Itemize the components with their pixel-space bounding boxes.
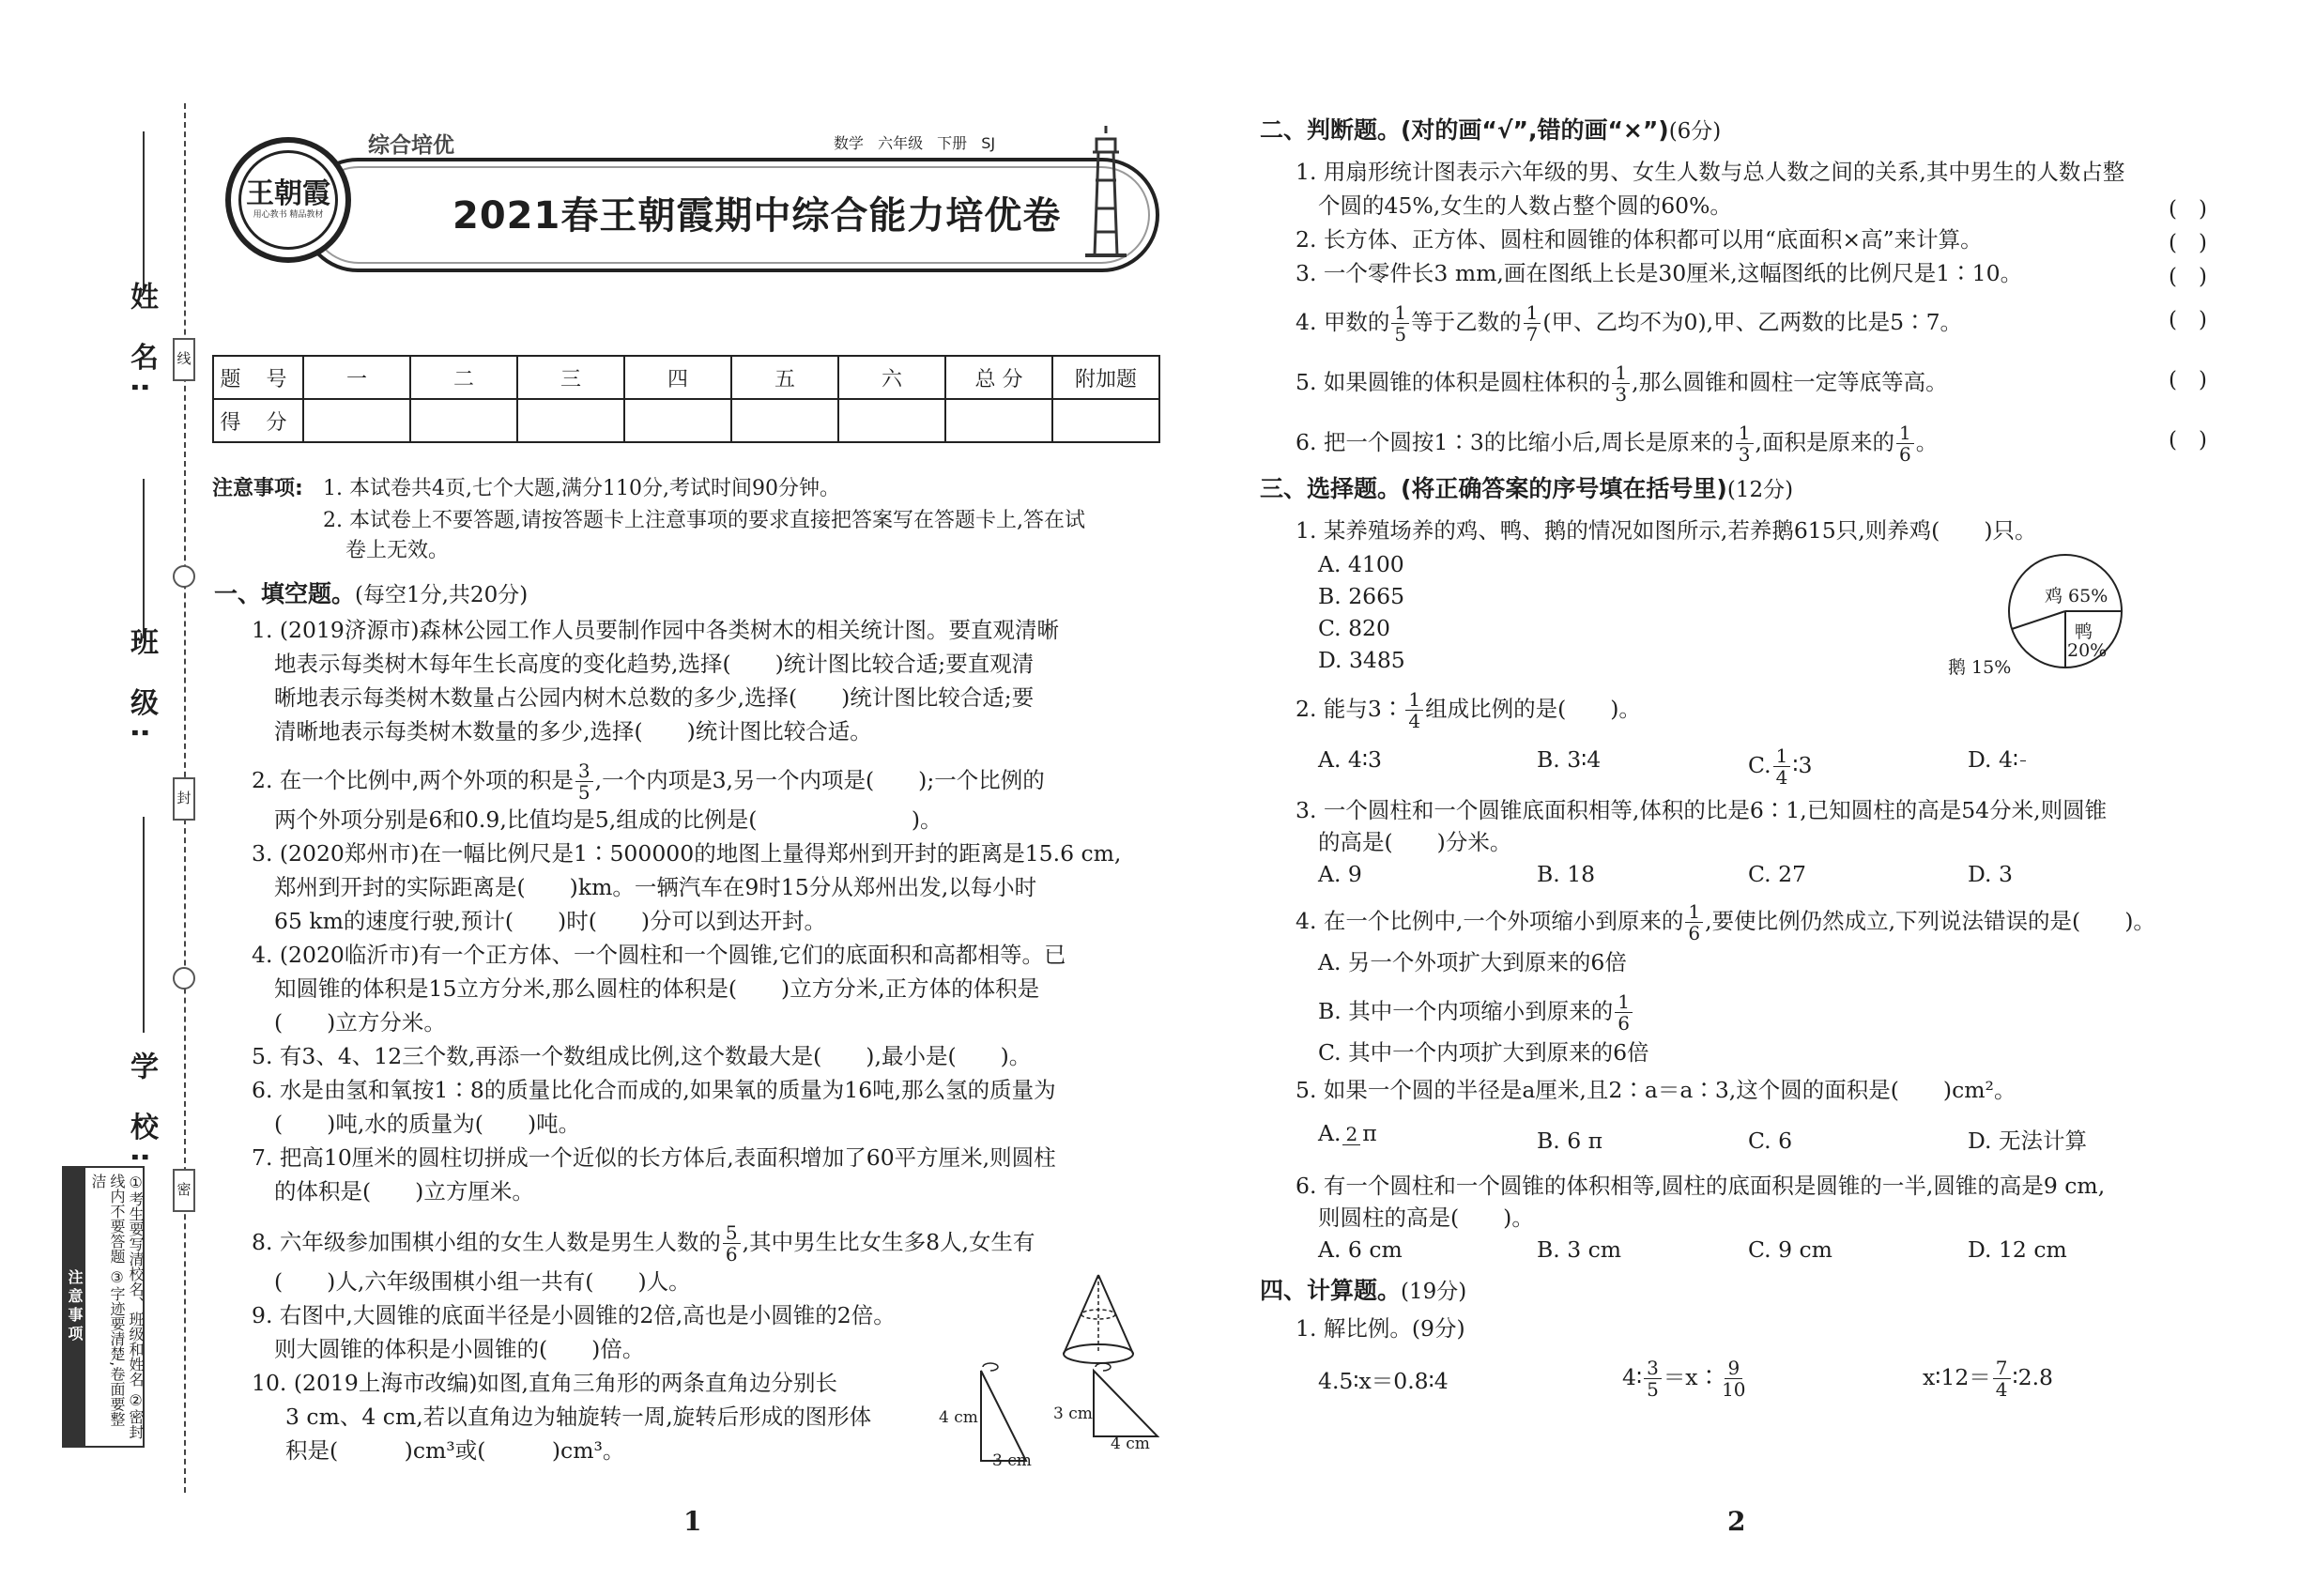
fraction [1993, 1358, 2011, 1400]
triangle-2-height-label: 3 cm [1053, 1404, 1093, 1423]
score-table-score-row [213, 399, 1159, 442]
q4-line-3: ( )立方分米。 [274, 1009, 446, 1036]
numerator: 3 [575, 760, 593, 782]
q3-line-3: 65 km的速度行驶,预计( )时( )分可以到达开封。 [274, 908, 827, 934]
numerator: 3 [1644, 1358, 1662, 1379]
q3-line-2: 郑州到开封的实际距离是( )km。一辆汽车在9时15分从郑州出发,以每小时 [274, 874, 1037, 900]
text: 8. 六年级参加围棋小组的女生人数是男生人数的 [252, 1229, 721, 1255]
pie-label-duck: 鸭 [2075, 622, 2093, 642]
mc-q5-option-c[interactable]: C. 6 [1748, 1128, 1793, 1154]
mc-q2-option-c[interactable] [1748, 745, 1812, 788]
q1-line-4: 清晰地表示每类树木数量的多少,选择( )统计图比较合适。 [274, 718, 872, 744]
q1-line-3: 晰地表示每类树木数量占公园内树木总数的多少,选择( )统计图比较合适;要 [274, 684, 1035, 711]
tf-q6 [1296, 422, 1938, 465]
numerator: 1 [1524, 302, 1541, 324]
section-4-title [1260, 1277, 1466, 1306]
q2-line-1 [252, 760, 1045, 803]
triangle-1-base-label: 3 cm [992, 1451, 1032, 1470]
text: (甲、乙均不为0),甲、乙两数的比是5∶7。 [1542, 309, 1963, 335]
fraction [1896, 422, 1914, 465]
tf-q1-line-1: 1. 用扇形统计图表示六年级的男、女生人数与总人数之间的关系,其中男生的人数占整 [1296, 159, 2125, 185]
mc-q3-option-c[interactable]: C. 27 [1748, 861, 1806, 887]
nested-cones-figure [1056, 1267, 1141, 1371]
lighthouse-icon [1078, 124, 1134, 265]
mc-q5: 5. 如果一个圆的半径是a厘米,且2∶a＝a∶3,这个圆的面积是( )cm²。 [1296, 1077, 2016, 1103]
seal-mark-2: 封 [173, 777, 195, 821]
mc-q5-option-a[interactable] [1318, 1119, 1377, 1147]
table-cell: 一 [303, 356, 410, 399]
denominator: 3 [1615, 383, 1628, 406]
numerator [2020, 760, 2026, 761]
notes-label: 注意事项: [212, 477, 303, 500]
triangle-2-base-label: 4 cm [1111, 1435, 1150, 1453]
answer-paren-5[interactable]: ( ) [2169, 368, 2207, 392]
fraction [1644, 1358, 1662, 1400]
score-cell[interactable] [731, 399, 838, 442]
mc-q3-option-b[interactable]: B. 18 [1537, 861, 1596, 887]
mc-q6-option-b[interactable]: B. 3 cm [1537, 1236, 1622, 1263]
section-2-points: (6分) [1668, 119, 1722, 144]
score-cell[interactable] [945, 399, 1052, 442]
school-label: 学 校: [125, 1051, 158, 1174]
q6-line-2: ( )吨,水的质量为( )吨。 [274, 1111, 581, 1137]
denominator: 6 [1898, 443, 1911, 466]
q9-line-1: 9. 右图中,大圆锥的底面半径是小圆锥的2倍,高也是小圆锥的2倍。 [252, 1302, 896, 1328]
denominator: 4 [1995, 1378, 2008, 1401]
text: 4. 在一个比例中,一个外项缩小到原来的 [1296, 908, 1684, 934]
q1-line-1: 1. (2019济源市)森林公园工作人员要制作园中各类树木的相关统计图。要直观清晰 [252, 617, 1060, 643]
numerator: 7 [1993, 1358, 2011, 1379]
brand-slogan: 用心教书 精品教材 [253, 210, 324, 220]
mc-q5-option-d[interactable]: D. 无法计算 [1968, 1128, 2087, 1154]
q5-line: 5. 有3、4、12三个数,再添一个数组成比例,这个数最大是( ),最小是( )。 [252, 1043, 1032, 1069]
q1-line-2: 地表示每类树木每年生长高度的变化趋势,选择( )统计图比较合适;要直观清 [274, 651, 1035, 677]
mc-q1-option-c[interactable]: C. 820 [1318, 615, 1390, 641]
score-table [212, 355, 1160, 443]
fraction [1391, 302, 1409, 345]
text: 2. 能与3∶ [1296, 696, 1404, 722]
mc-q6-option-d[interactable]: D. 12 cm [1968, 1236, 2067, 1263]
note-2: 2. 本试卷上不要答题,请按答题卡上注意事项的要求直接把答案写在答题卡上,答在试 [323, 509, 1085, 532]
school-underline [143, 817, 145, 1033]
fraction [1524, 302, 1541, 345]
numerator: 1 [1736, 422, 1754, 444]
text: 4∶ [1622, 1364, 1643, 1390]
seal-ring-1 [173, 565, 195, 588]
text: π [1362, 1120, 1377, 1146]
section-3-points: (12分) [1726, 478, 1794, 502]
brand-logo [225, 137, 351, 263]
table-cell: 得 分 [213, 399, 303, 442]
equation-3 [1923, 1358, 2053, 1400]
text: ,面积是原来的 [1755, 429, 1894, 455]
table-cell: 四 [624, 356, 731, 399]
denominator: 10 [1722, 1378, 1746, 1401]
denominator: 5 [1394, 323, 1407, 345]
answer-paren-1[interactable]: ( ) [2169, 197, 2207, 222]
text: 组成比例的是( )。 [1425, 696, 1641, 722]
mc-q2-option-d[interactable] [1968, 745, 2028, 774]
denominator: 6 [1618, 1012, 1630, 1035]
pie-label-duck-pct: 20% [2067, 640, 2108, 661]
note-2-cont: 卷上无效。 [345, 539, 450, 562]
book-meta: 数学 六年级 下册 SJ [834, 134, 996, 152]
section-4-points: (19分) [1401, 1280, 1467, 1304]
text: ∶3 [1792, 752, 1813, 778]
equation-1: 4.5∶x＝0.8∶4 [1318, 1368, 1449, 1394]
q9-line-2: 则大圆锥的体积是小圆锥的( )倍。 [274, 1336, 645, 1362]
text: ,要使比例仍然成立,下列说法错误的是( )。 [1705, 908, 2155, 934]
brand-name: 王朝霞 [246, 177, 330, 210]
fraction [1685, 901, 1703, 944]
answer-paren-4[interactable]: ( ) [2169, 308, 2207, 332]
fraction [1722, 1358, 1745, 1400]
mc-q4-option-a[interactable]: A. 另一个外项扩大到原来的6倍 [1318, 949, 1627, 975]
fraction [1612, 362, 1630, 405]
mc-q4-option-b[interactable] [1318, 991, 1634, 1034]
pie-label-goose: 鹅 15% [1948, 657, 2012, 678]
text: ,一个内项是3,另一个内项是( );一个比例的 [594, 767, 1045, 793]
q10-line-3: 积是( )cm³或( )cm³。 [285, 1437, 625, 1464]
text: 2. 在一个比例中,两个外项的积是 [252, 767, 574, 793]
numerator: 1 [1612, 362, 1630, 384]
mc-q4-option-c[interactable]: C. 其中一个内项扩大到原来的6倍 [1318, 1039, 1649, 1066]
q4-line-1: 4. (2020临沂市)有一个正方体、一个圆柱和一个圆锥,它们的底面积和高都相等。已 [252, 942, 1066, 968]
fraction [1405, 689, 1423, 731]
mc-q2-option-b[interactable]: B. 3∶4 [1537, 746, 1602, 773]
table-cell: 六 [838, 356, 945, 399]
page-number-2: 2 [1727, 1506, 1746, 1537]
text: ＝x∶ [1663, 1364, 1721, 1390]
q7-line-2: 的体积是( )立方厘米。 [274, 1178, 534, 1205]
q2-line-2: 两个外项分别是6和0.9,比值均是5,组成的比例是( )。 [274, 806, 943, 833]
tf-q5 [1296, 362, 1948, 405]
score-cell[interactable] [517, 399, 624, 442]
pie-label-chicken: 鸡 65% [2045, 586, 2108, 606]
q8-line-2: ( )人,六年级围棋小组一共有( )人。 [274, 1268, 691, 1295]
fraction [1615, 991, 1633, 1034]
tf-q1-line-2: 个圆的45%,女生的人数占整个圆的60%。 [1318, 192, 1732, 219]
score-cell[interactable] [303, 399, 410, 442]
mc-q6-option-c[interactable]: C. 9 cm [1748, 1236, 1832, 1263]
section-3-title [1260, 475, 1793, 504]
numerator: 1 [1773, 745, 1791, 767]
tf-q3: 3. 一个零件长3 mm,画在图纸上长是30厘米,这幅图纸的比例尺是1∶10。 [1296, 260, 2023, 286]
fraction [1342, 1124, 1360, 1145]
q7-line-1: 7. 把高10厘米的圆柱切拼成一个近似的长方体后,表面积增加了60平方厘米,则圆柱 [252, 1144, 1056, 1171]
mc-q1-option-b[interactable]: B. 2665 [1318, 583, 1405, 609]
mc-q1-option-d[interactable]: D. 3485 [1318, 647, 1405, 673]
table-cell: 三 [517, 356, 624, 399]
q10-line-2: 3 cm、4 cm,若以直角边为轴旋转一周,旋转后形成的图形体 [285, 1404, 872, 1430]
q10-line-1: 10. (2019上海市改编)如图,直角三角形的两条直角边分别长 [252, 1370, 837, 1396]
answer-paren-6[interactable]: ( ) [2169, 428, 2207, 453]
score-cell[interactable] [1052, 399, 1159, 442]
poultry-pie-chart [2004, 550, 2126, 672]
section-4-heading: 四、计算题。 [1260, 1277, 1402, 1304]
text: 等于乙数的 [1411, 309, 1522, 335]
note-1: 1. 本试卷共4页,七个大题,满分110分,考试时间90分钟。 [323, 477, 840, 500]
score-table-header-row [213, 356, 1159, 399]
text: D. 4∶ [1968, 746, 2019, 773]
numerator: 1 [1615, 991, 1633, 1013]
numerator: 1 [1391, 302, 1409, 324]
seal-mark-3: 密 [173, 1169, 195, 1212]
q4-line-2: 知圆锥的体积是15立方分米,那么圆柱的体积是( )立方分米,正方体的体积是 [274, 975, 1040, 1002]
text: ∶2.8 [2012, 1364, 2054, 1390]
notice-box-body: ①考生要写清校名、班级和姓名 ②密封线内不要答题 ③字迹要清楚,卷面要整洁 [89, 1174, 145, 1440]
q3-line-1: 3. (2020郑州市)在一幅比例尺是1∶500000的地图上量得郑州到开封的距离是15.6 cm, [252, 840, 1122, 867]
fraction [723, 1222, 741, 1265]
denominator: 6 [1688, 922, 1701, 944]
table-cell: 题 号 [213, 356, 303, 399]
section-tag: 综合培优 [368, 133, 454, 158]
mc-q6-line-2: 则圆柱的高是( )。 [1318, 1205, 1534, 1231]
numerator: 5 [723, 1222, 741, 1244]
fraction [1736, 422, 1754, 465]
text: 4. 甲数的 [1296, 309, 1390, 335]
section-2-heading: 二、判断题。(对的画“√”,错的画“×”) [1260, 116, 1669, 144]
section-1-heading: 一、填空题。 [214, 580, 356, 607]
mc-q2 [1296, 689, 1641, 731]
denominator: 5 [1647, 1378, 1659, 1401]
name-label: 姓 名: [125, 282, 158, 405]
pie-slice-edge [2012, 611, 2065, 629]
text: A. [1318, 1120, 1342, 1146]
numerator: 2 [1342, 1124, 1360, 1145]
numerator: 1 [1896, 422, 1914, 444]
text: x∶12＝ [1923, 1364, 1991, 1390]
score-cell[interactable] [410, 399, 517, 442]
denominator: 7 [1526, 323, 1539, 345]
section-2-title [1260, 116, 1721, 146]
calc-sub-1: 1. 解比例。(9分) [1296, 1315, 1465, 1342]
equation-2 [1622, 1358, 1748, 1400]
text: C. [1748, 752, 1771, 778]
denominator: 4 [1775, 766, 1788, 789]
text: B. 其中一个内项缩小到原来的 [1318, 998, 1614, 1024]
mc-q2-option-a[interactable]: A. 4∶3 [1318, 746, 1382, 773]
fraction [575, 760, 593, 803]
mc-q6-line-1: 6. 有一个圆柱和一个圆锥的体积相等,圆柱的底面积是圆锥的一半,圆锥的高是9 cm, [1296, 1173, 2106, 1199]
table-cell: 总 分 [945, 356, 1052, 399]
numerator: 9 [1725, 1358, 1742, 1379]
table-cell: 二 [410, 356, 517, 399]
denominator: 4 [1408, 710, 1421, 732]
q6-line-1: 6. 水是由氢和氧按1∶8的质量比化合而成的,如果氧的质量为16吨,那么氢的质量为 [252, 1077, 1056, 1103]
score-cell[interactable] [624, 399, 731, 442]
denominator: 3 [1738, 443, 1751, 466]
numerator: 1 [1685, 901, 1703, 923]
mc-q3-option-d[interactable]: D. 3 [1968, 861, 2013, 887]
mc-q6-option-a[interactable]: A. 6 cm [1318, 1236, 1403, 1263]
fraction [1773, 745, 1791, 788]
page-number-1: 1 [683, 1506, 702, 1537]
section-1-title [214, 580, 528, 609]
table-cell: 五 [731, 356, 838, 399]
mc-q3-option-a[interactable]: A. 9 [1318, 861, 1362, 887]
text: 6. 把一个圆按1∶3的比缩小后,周长是原来的 [1296, 429, 1734, 455]
notice-box [62, 1166, 145, 1448]
numerator: 1 [1405, 689, 1423, 711]
denominator: 5 [577, 781, 590, 804]
text: 5. 如果圆锥的体积是圆柱体积的 [1296, 369, 1611, 395]
tf-q4 [1296, 302, 1962, 345]
table-cell: 附加题 [1052, 356, 1159, 399]
text: 。 [1915, 429, 1939, 455]
class-label: 班 级: [125, 627, 158, 750]
mc-q1-option-a[interactable]: A. 4100 [1318, 551, 1404, 577]
mc-q4 [1296, 901, 2155, 944]
page-2-content [1220, 0, 2300, 1596]
section-1-points: (每空1分,共20分) [355, 583, 529, 607]
answer-paren-3[interactable]: ( ) [2169, 265, 2207, 289]
q8-line-1 [252, 1222, 1035, 1265]
page-2 [1220, 0, 2300, 1596]
section-3-heading: 三、选择题。(将正确答案的序号填在括号里) [1260, 475, 1727, 502]
answer-paren-2[interactable]: ( ) [2169, 231, 2207, 255]
name-underline [143, 131, 145, 291]
text: ,那么圆锥和圆柱一定等底等高。 [1632, 369, 1948, 395]
tf-q2: 2. 长方体、正方体、圆柱和圆锥的体积都可以用“底面积×高”来计算。 [1296, 226, 1983, 253]
seal-ring-2 [173, 967, 195, 990]
mc-q5-option-b[interactable]: B. 6 π [1537, 1128, 1603, 1154]
exam-title: 2021春王朝霞期中综合能力培优卷 [452, 194, 1062, 238]
score-cell[interactable] [838, 399, 945, 442]
mc-q1: 1. 某养殖场养的鸡、鸭、鹅的情况如图所示,若养鹅615只,则养鸡( )只。 [1296, 517, 2037, 544]
notice-box-title: 注意事项 [64, 1168, 85, 1446]
class-underline [143, 479, 145, 638]
fraction [2020, 760, 2026, 761]
text: ,其中男生比女生多8人,女生有 [742, 1229, 1035, 1255]
mc-q3-line-1: 3. 一个圆柱和一个圆锥底面积相等,体积的比是6∶1,已知圆柱的高是54分米,则圆锥 [1296, 797, 2108, 823]
mc-q3-line-2: 的高是( )分米。 [1318, 829, 1512, 855]
triangle-1-height-label: 4 cm [939, 1408, 978, 1427]
seal-mark-1: 线 [173, 338, 195, 381]
denominator: 6 [725, 1243, 738, 1266]
